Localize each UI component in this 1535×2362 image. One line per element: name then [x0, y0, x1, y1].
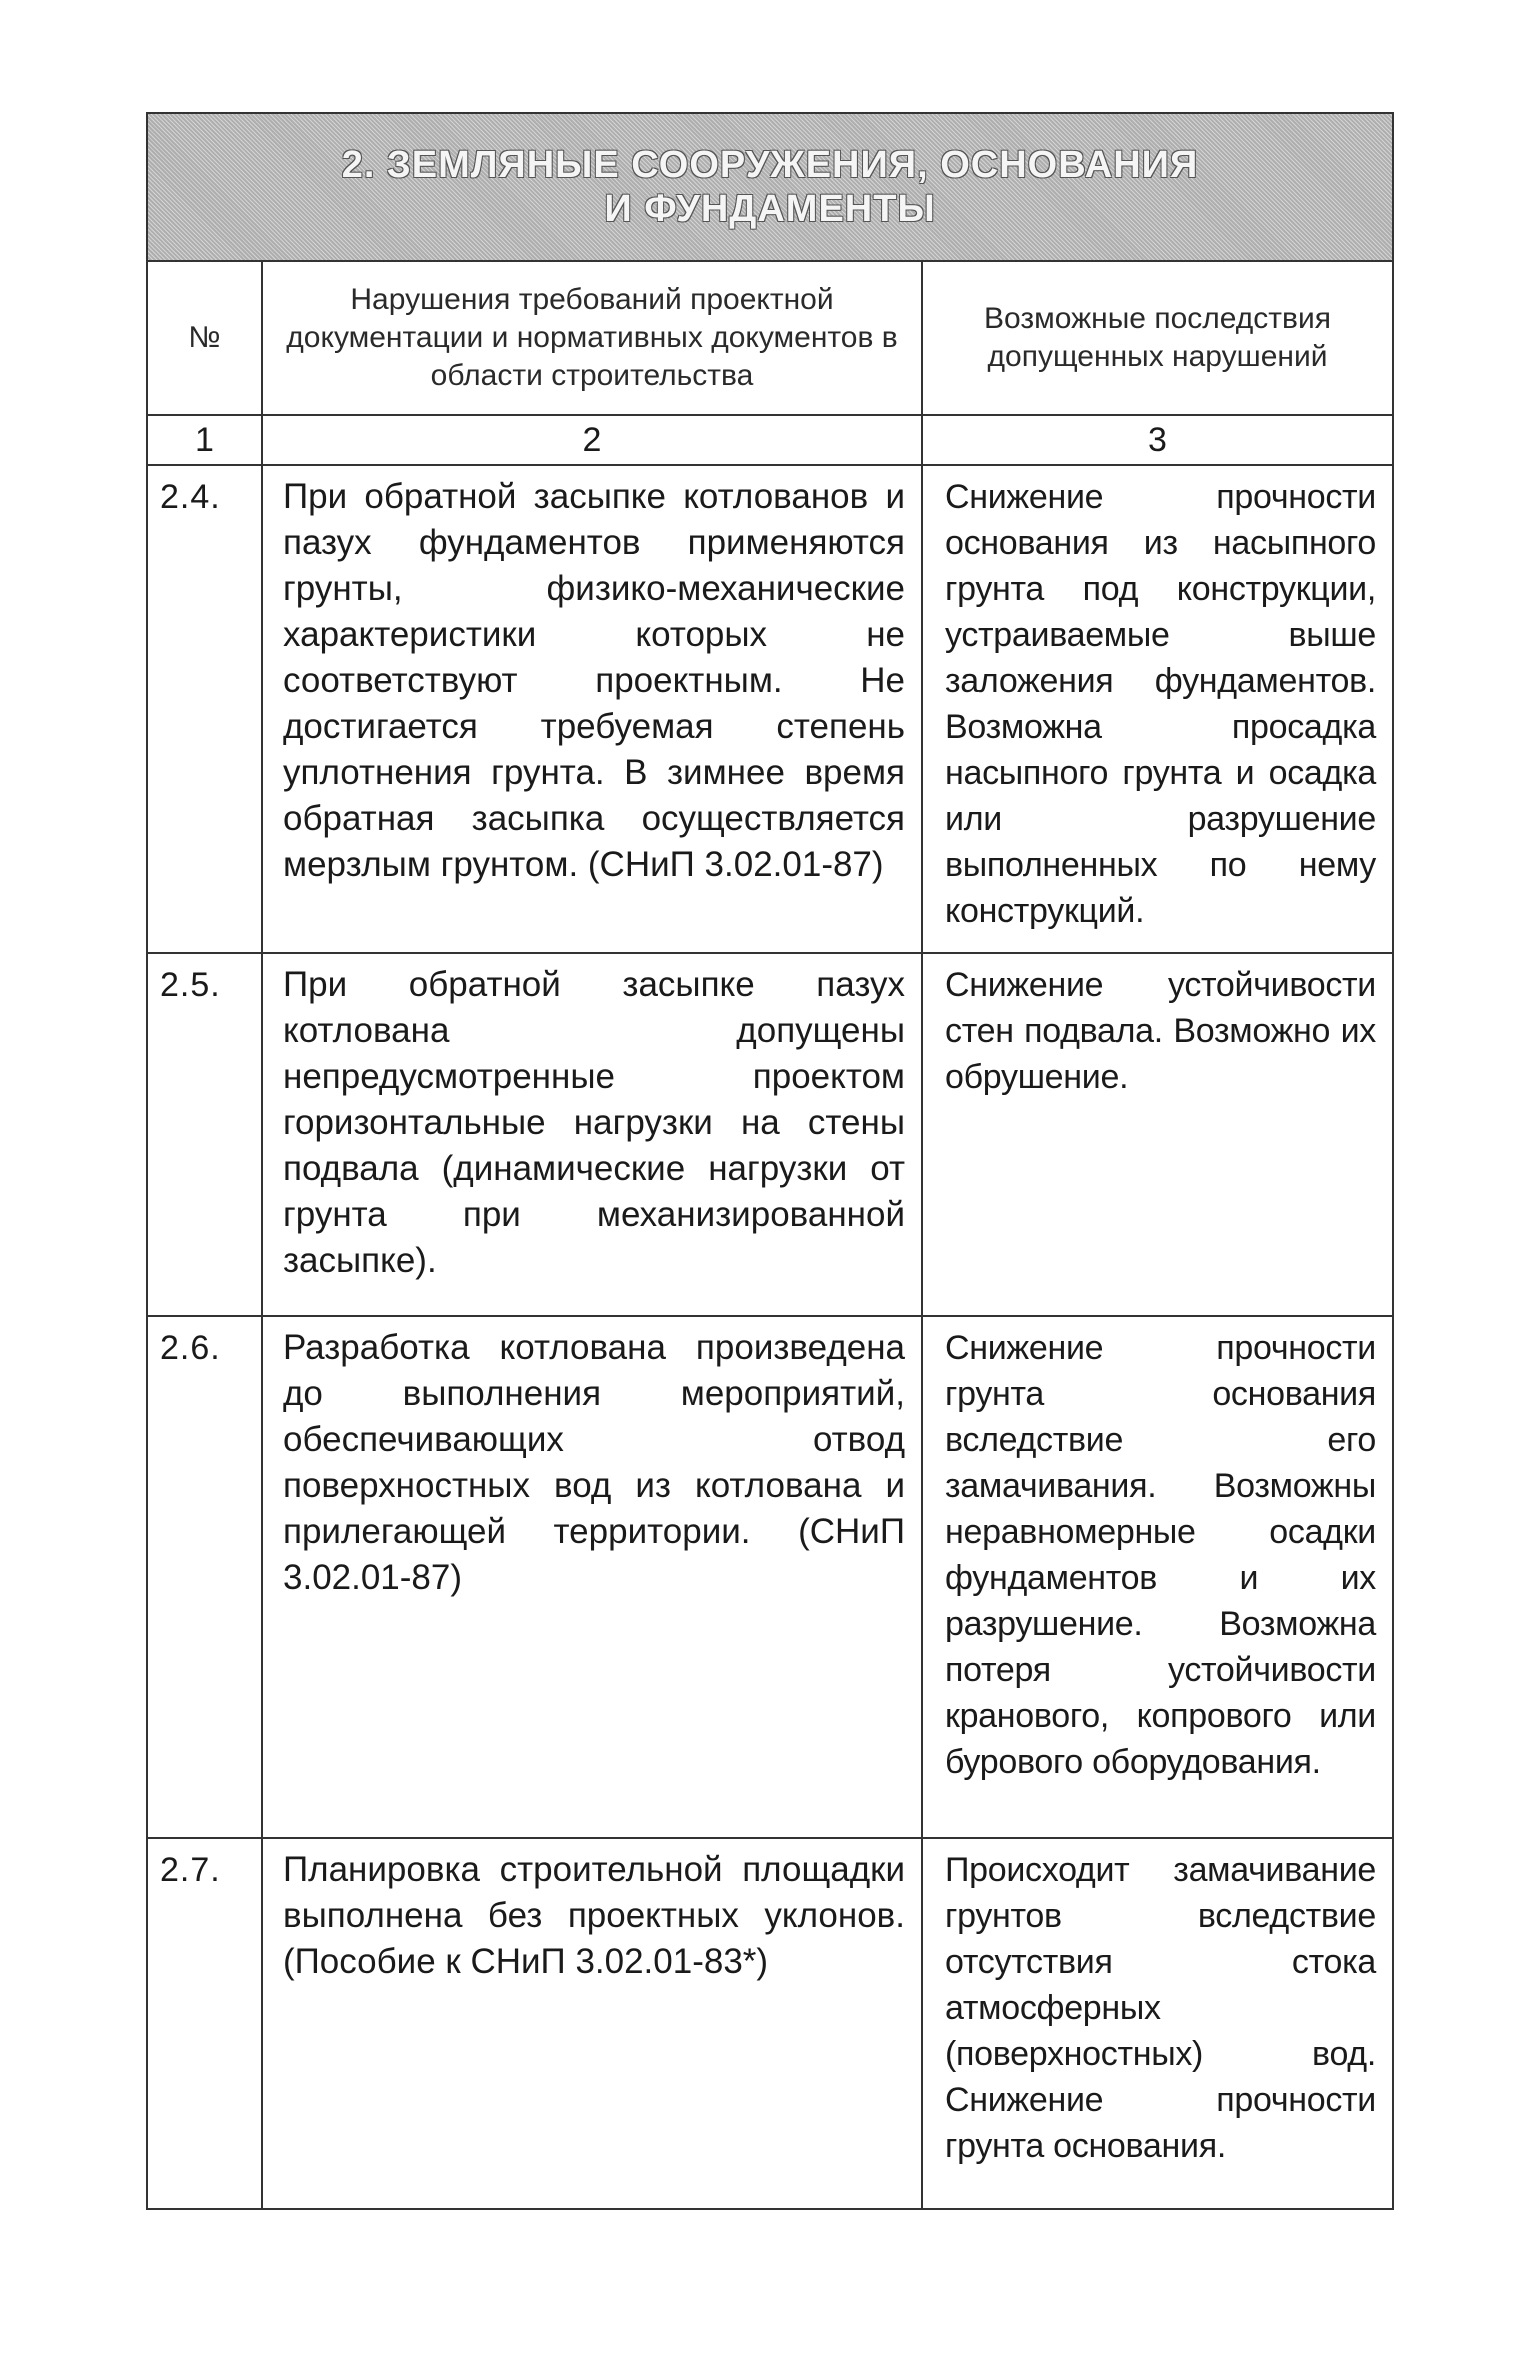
violation-text: Планировка строительной площадки выполнена без проектных уклонов. (Пособие к СНиП 3.02.01-83*)	[262, 1838, 922, 2209]
section-title	[147, 113, 1393, 261]
column-number-1: 1	[147, 415, 262, 465]
document-page	[146, 112, 1392, 2210]
section-title-row	[147, 113, 1393, 261]
violation-text: При обратной засыпке котлованов и пазух фундаментов применяются грунты, физико-механические характеристики которых не соответствуют проектным. Не достигается требуемая степень уплотнения грунта. В зимнее время обратная засыпка осуществляется мерзлым грунтом. (СНиП 3.02.01-87)	[262, 465, 922, 953]
consequence-text: Снижение устойчивости стен подвала. Возможно их обрушение.	[922, 953, 1393, 1316]
column-number-3: 3	[922, 415, 1393, 465]
table-row	[147, 465, 1393, 953]
row-number: 2.7.	[147, 1838, 262, 2209]
row-number: 2.4.	[147, 465, 262, 953]
violations-table	[146, 112, 1394, 2210]
row-number: 2.5.	[147, 953, 262, 1316]
header-row	[147, 261, 1393, 415]
table-row	[147, 1316, 1393, 1838]
violation-text: Разработка котлована произведена до выполнения мероприятий, обеспечивающих отвод поверхностных вод из котлована и прилегающей территории. (СНиП 3.02.01-87)	[262, 1316, 922, 1838]
row-number: 2.6.	[147, 1316, 262, 1838]
header-consequence: Возможные последствия допущенных нарушений	[922, 261, 1393, 415]
violation-text: При обратной засыпке пазух котлована допущены непредусмотренные проектом горизонтальные нагрузки на стены подвала (динамические нагрузки от грунта при механизированной засыпке).	[262, 953, 922, 1316]
consequence-text: Снижение прочности грунта основания вследствие его замачивания. Возможны неравномерные осадки фундаментов и их разрушение. Возможна потеря устойчивости кранового, копрового или бурового оборудования.	[922, 1316, 1393, 1838]
table-row	[147, 1838, 1393, 2209]
column-number-2: 2	[262, 415, 922, 465]
header-violation: Нарушения требований проектной документации и нормативных документов в области строительства	[262, 261, 922, 415]
table-row	[147, 953, 1393, 1316]
column-number-row	[147, 415, 1393, 465]
section-title-line-1: 2. ЗЕМЛЯНЫЕ СООРУЖЕНИЯ, ОСНОВАНИЯ	[341, 144, 1199, 186]
header-num: №	[147, 261, 262, 415]
section-title-line-2: И ФУНДАМЕНТЫ	[604, 188, 936, 230]
consequence-text: Происходит замачивание грунтов вследствие отсутствия стока атмосферных (поверхностных) вод. Снижение прочности грунта основания.	[922, 1838, 1393, 2209]
consequence-text: Снижение прочности основания из насыпного грунта под конструкции, устраиваемые выше заложения фундаментов. Возможна просадка насыпного грунта и осадка или разрушение выполненных по нему конструкций.	[922, 465, 1393, 953]
